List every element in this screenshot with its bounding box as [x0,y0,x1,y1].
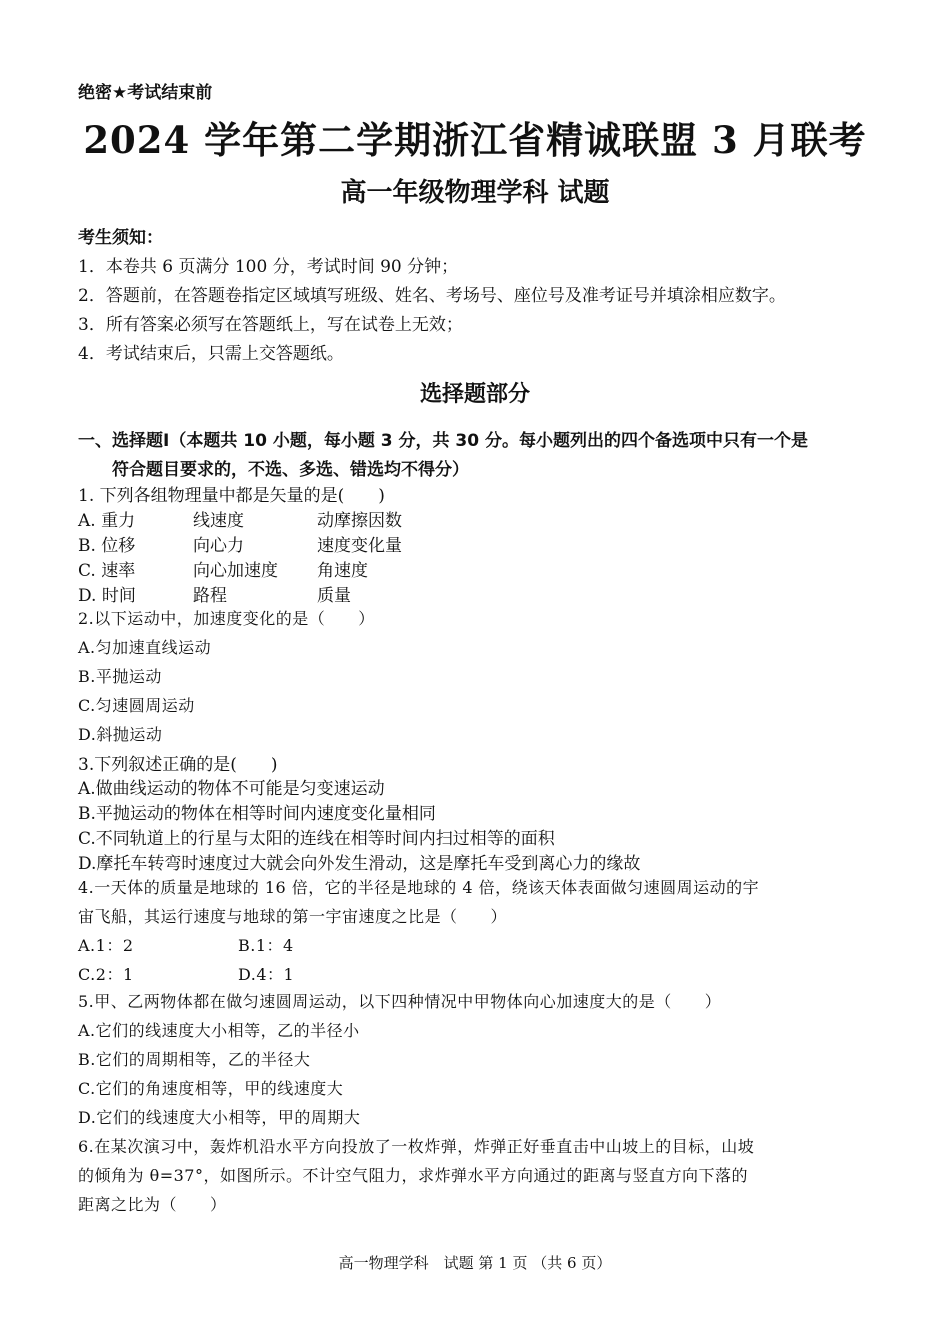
q5-option-c: C.它们的角速度相等，甲的线速度大 [78,1079,344,1098]
q1-option-a-2: 线速度 [193,511,244,531]
section-title: 选择题部分 [419,382,530,407]
notice-item: 1．本卷共 6 页满分 100 分，考试时间 90 分钟； [78,257,459,277]
question-1-stem: 1. 下列各组物理量中都是矢量的是( ) [78,486,385,506]
q2-option-b: B.平抛运动 [78,667,162,686]
question-2-stem: 2.以下运动中，加速度变化的是（ ） [78,609,375,628]
question-3-stem: 3.下列叙述正确的是( ) [78,755,278,775]
q2-option-d: D.斜抛运动 [78,725,163,744]
q1-option-c-1: C. 速率 [78,561,136,581]
q1-option-b-2: 向心力 [193,536,244,556]
q1-option-a-1: A. 重力 [78,511,136,531]
q1-option-b-3: 速度变化量 [317,536,402,556]
q1-option-d-3: 质量 [317,586,351,606]
exam-title: 2024 学年第二学期浙江省精诚联盟 3 月联考 [83,118,867,162]
q3-option-d: D.摩托车转弯时速度过大就会向外发生滑动，这是摩托车受到离心力的缘故 [78,854,641,874]
question-6-stem-end: 距离之比为（ ） [78,1195,227,1214]
notice-title: 考生须知： [78,228,163,248]
question-4-stem: 4.一天体的质量是地球的 16 倍，它的半径是地球的 4 倍，绕该天体表面做匀速圆周运动的宇 [78,878,760,897]
q1-option-a-3: 动摩擦因数 [317,511,402,531]
question-5-stem: 5.甲、乙两物体都在做匀速圆周运动，以下四种情况中甲物体向心加速度大的是（ ） [78,992,722,1011]
q5-option-d: D.它们的线速度大小相等，甲的周期大 [78,1108,361,1127]
q1-option-b-1: B. 位移 [78,536,136,556]
q3-option-a: A.做曲线运动的物体不可能是匀变速运动 [78,779,385,799]
part-instructions: 一、选择题Ⅰ（本题共 10 小题，每小题 3 分，共 30 分。每小题列出的四个备选项中只有一个是 [78,431,808,451]
notice-item: 4．考试结束后，只需上交答题纸。 [78,344,344,364]
question-4-stem-cont: 宙飞船，其运行速度与地球的第一宇宙速度之比是（ ） [78,907,508,926]
q1-option-d-1: D. 时间 [78,586,136,606]
notice-item: 3．所有答案必须写在答题纸上，写在试卷上无效； [78,315,463,335]
q5-option-a: A.它们的线速度大小相等，乙的半径小 [78,1021,360,1040]
confidential-label: 绝密★考试结束前 [78,83,213,103]
q3-option-c: C.不同轨道上的行星与太阳的连线在相等时间内扫过相等的面积 [78,829,555,849]
question-6-stem-cont: 的倾角为 θ=37°，如图所示。不计空气阻力，求炸弹水平方向通过的距离与竖直方向下落的 [78,1166,748,1185]
q5-option-b: B.它们的周期相等，乙的半径大 [78,1050,311,1069]
question-6-stem: 6.在某次演习中，轰炸机沿水平方向投放了一枚炸弹，炸弹正好垂直击中山坡上的目标，山坡 [78,1137,755,1156]
q4-option-a: A.1：2 [78,936,134,955]
q4-option-d: D.4：1 [238,965,295,984]
part-instructions-cont: 符合题目要求的，不选、多选、错选均不得分） [112,460,469,480]
q1-option-c-2: 向心加速度 [193,561,278,581]
exam-subtitle: 高一年级物理学科 试题 [340,178,610,208]
q4-option-c: C.2：1 [78,965,134,984]
q1-option-c-3: 角速度 [317,561,368,581]
notice-item: 2．答题前，在答题卷指定区域填写班级、姓名、考场号、座位号及准考证号并填涂相应数字。 [78,286,786,306]
q2-option-c: C.匀速圆周运动 [78,696,195,715]
page-footer: 高一物理学科 试题 第 1 页 （共 6 页） [338,1254,612,1272]
q3-option-b: B.平抛运动的物体在相等时间内速度变化量相同 [78,804,436,824]
q2-option-a: A.匀加速直线运动 [78,638,212,657]
q1-option-d-2: 路程 [193,586,227,606]
q4-option-b: B.1：4 [238,936,294,955]
